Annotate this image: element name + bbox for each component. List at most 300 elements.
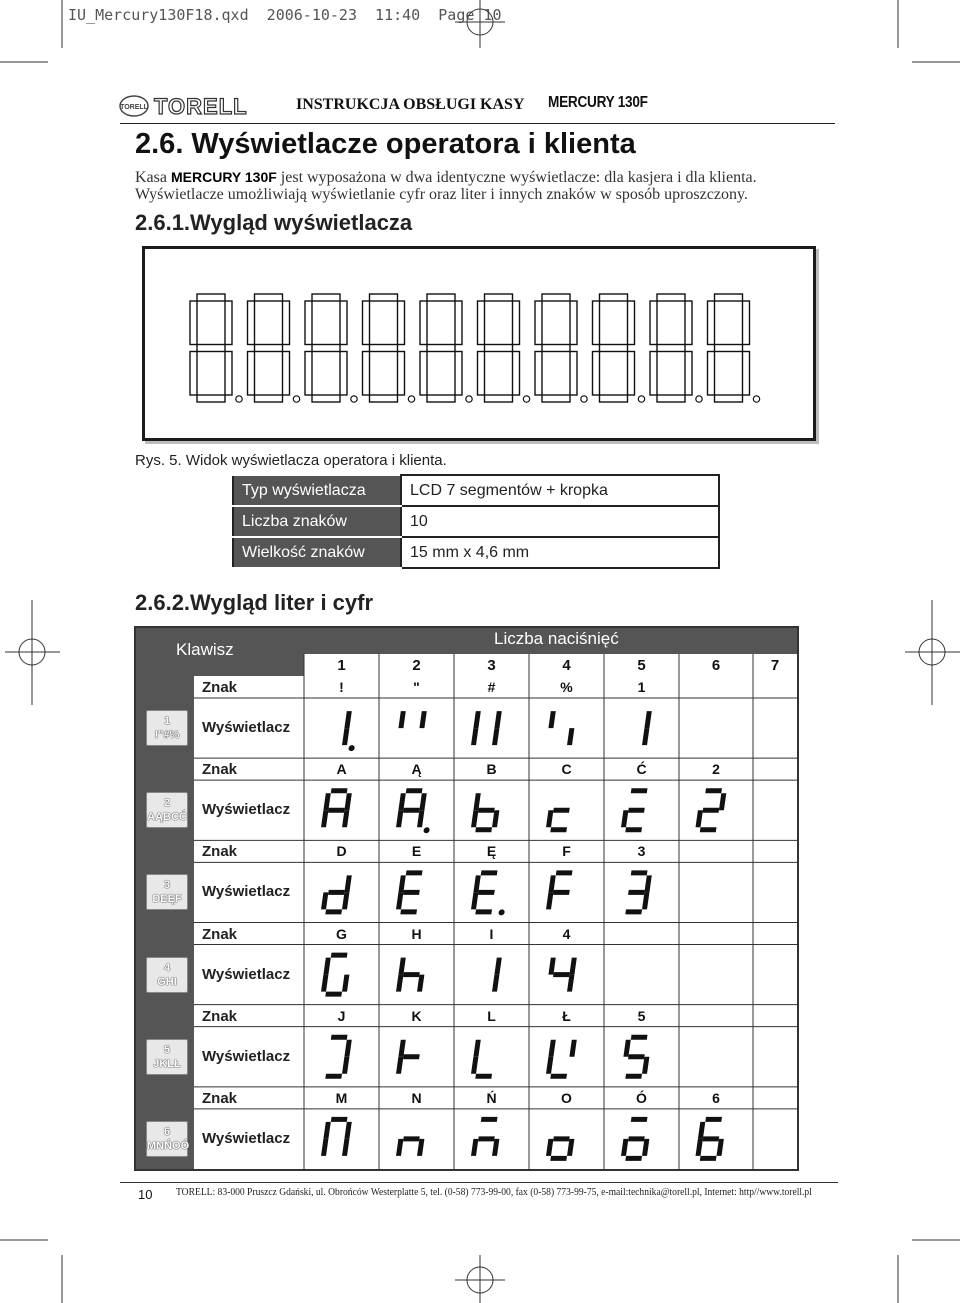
segment	[492, 975, 499, 992]
segment	[473, 793, 480, 810]
znak-cell: Ę	[486, 843, 497, 860]
segment	[323, 793, 330, 810]
key-number: 5	[163, 1043, 171, 1056]
segment-glyph	[620, 1035, 652, 1079]
key-letters: MNŃOÓ	[147, 1139, 190, 1152]
lcd-segment	[305, 301, 312, 345]
key-number: 4	[163, 961, 171, 974]
row-label-znak: Znak	[202, 1007, 238, 1025]
segment	[703, 1136, 720, 1141]
segment	[623, 1040, 630, 1057]
segment	[475, 827, 492, 832]
lcd-segment	[570, 352, 577, 396]
lcd-segment	[535, 352, 542, 396]
lcd-segment	[248, 301, 255, 345]
segment	[396, 892, 403, 909]
lcd-segment	[570, 301, 577, 345]
lcd-segment	[363, 352, 370, 396]
lcd-segment	[283, 301, 290, 345]
segment	[628, 1054, 645, 1059]
segment	[471, 810, 478, 827]
segment-glyph	[321, 1117, 352, 1156]
segment	[473, 875, 480, 892]
lcd-digit	[593, 294, 645, 402]
press-number: 3	[487, 657, 496, 674]
segment	[553, 890, 570, 895]
paragraph-1-end: jest wyposażona w dwa identyczne wyświetlacze: dla kasjera i dla klienta.	[276, 169, 757, 186]
segment	[553, 808, 570, 813]
row-label-wyswietlacz: Wyświetlacz	[202, 801, 291, 819]
key-number: 6	[163, 1125, 171, 1138]
lcd-segment	[685, 301, 692, 345]
lcd-segment	[305, 352, 312, 396]
segment	[700, 1156, 717, 1161]
lcd-segment	[398, 301, 405, 345]
znak-cell: C	[561, 761, 572, 778]
key-cap	[146, 710, 188, 746]
lcd-digit	[420, 294, 472, 402]
segment-glyph	[341, 711, 360, 751]
segment	[344, 793, 351, 810]
znak-cell: F	[562, 843, 571, 860]
segment	[546, 810, 553, 827]
segment-glyph	[620, 788, 647, 832]
lcd-segment	[657, 395, 685, 402]
segment	[628, 890, 645, 895]
presses-header: Liczba naciśnięć	[494, 629, 619, 648]
segment	[548, 1040, 555, 1057]
svg-text:TORELL: TORELL	[120, 104, 148, 111]
lcd-segment	[190, 301, 197, 345]
segment	[548, 875, 555, 892]
znak-cell: Ć	[636, 761, 647, 778]
segment	[628, 1136, 645, 1141]
segment	[478, 890, 495, 895]
lcd-segment	[197, 294, 225, 301]
row-label-wyswietlacz: Wyświetlacz	[202, 1047, 291, 1065]
segment	[644, 875, 651, 892]
row-label-znak: Znak	[202, 1089, 238, 1107]
lcd-segment	[225, 301, 232, 345]
lcd-dot	[466, 396, 472, 402]
key-letters: AĄBCĆ	[147, 811, 187, 824]
segment	[344, 1040, 351, 1057]
segment	[396, 975, 403, 992]
segment	[642, 1057, 649, 1074]
lcd-segment	[650, 301, 657, 345]
znak-cell: !	[339, 679, 344, 695]
lcd-segment	[312, 345, 340, 352]
segment	[323, 1122, 330, 1139]
segment	[419, 711, 426, 728]
key-number: 3	[163, 879, 171, 892]
segment-glyph	[395, 788, 435, 833]
segment	[396, 1057, 403, 1074]
segment	[325, 992, 342, 997]
paragraph-1	[135, 169, 757, 187]
lcd-segment	[657, 345, 685, 352]
footer-contact: TORELL: 83-000 Pruszcz Gdański, ul. Obrońców Westerplatte 5, tel. (0-58) 773-99-00, fax (0-58) 773-99-75, e-mail:technika@torell.pl, Internet: http//www.torell.pl	[176, 1186, 812, 1198]
lcd-segment	[420, 352, 427, 396]
lcd-segment	[600, 294, 628, 301]
torell-logo-graphic	[118, 94, 264, 118]
segment-glyph	[545, 808, 569, 833]
lcd-segment	[340, 352, 347, 396]
lcd-segment	[283, 352, 290, 396]
znak-cell: 1	[637, 679, 646, 695]
segment-glyph	[325, 1035, 352, 1079]
segment	[344, 711, 351, 728]
znak-cell: Ó	[636, 1089, 647, 1106]
key-cap	[146, 1039, 188, 1075]
segment-glyph	[620, 1117, 652, 1161]
lcd-segment	[455, 301, 462, 345]
lcd-dot	[351, 396, 357, 402]
segment	[331, 953, 348, 958]
header-title: INSTRUKCJA OBSŁUGI KASY	[296, 96, 525, 113]
znak-cell: 6	[712, 1089, 720, 1106]
segment	[631, 870, 648, 875]
row-label-znak: Znak	[202, 761, 238, 779]
key-letters: GHI	[157, 975, 177, 988]
paragraph-1-start: Kasa	[135, 169, 171, 186]
segment	[471, 728, 478, 745]
key-letters: JKLŁ	[153, 1057, 181, 1070]
segment-glyph	[470, 870, 510, 915]
paragraph-2: Wyświetlacze umożliwiają wyświetlanie cyfr oraz liter i innych znaków w sposób uproszczony.	[135, 186, 748, 203]
lcd-digits	[145, 249, 813, 438]
segment	[550, 1156, 567, 1161]
spec-value: 15 mm x 4,6 mm	[401, 537, 719, 568]
lcd-segment	[255, 294, 283, 301]
key-cap	[146, 874, 188, 910]
segment	[325, 1074, 342, 1079]
segment	[546, 1139, 553, 1156]
lcd-segment	[485, 345, 513, 352]
lcd-digit	[190, 294, 242, 402]
znak-cell: E	[411, 843, 422, 860]
znak-cell: %	[560, 679, 573, 695]
segment	[698, 1122, 705, 1139]
segment	[342, 1139, 349, 1156]
lcd-display-illustration	[142, 246, 816, 441]
segment-glyph	[396, 1136, 425, 1156]
segment	[396, 1139, 403, 1156]
characters-table	[134, 626, 799, 1171]
znak-cell: D	[336, 843, 347, 860]
segment	[417, 1139, 424, 1156]
segment	[344, 875, 351, 892]
lcd-segment	[600, 345, 628, 352]
segment	[717, 1139, 724, 1156]
lcd-segment	[743, 301, 750, 345]
spec-row	[233, 537, 719, 568]
segment	[342, 728, 349, 745]
lcd-digit	[535, 294, 587, 402]
press-number: 5	[637, 657, 646, 674]
lcd-dot	[696, 396, 702, 402]
lcd-digit	[650, 294, 702, 402]
segment	[705, 788, 722, 793]
paragraph-1-model: MERCURY 130F	[170, 169, 277, 185]
lcd-segment	[478, 301, 485, 345]
segment	[631, 1117, 648, 1122]
key-letters: DEĘF	[152, 893, 182, 906]
lcd-segment	[535, 301, 542, 345]
segment-glyph	[546, 870, 572, 909]
segment	[321, 810, 328, 827]
lcd-segment	[628, 352, 635, 396]
znak-cell: B	[486, 761, 497, 778]
lcd-dot	[408, 396, 414, 402]
subsection-2-title: 2.6.2.Wygląd liter i cyfr	[135, 590, 374, 615]
segment	[569, 958, 576, 975]
segment	[342, 1057, 349, 1074]
znak-cell: M	[335, 1089, 348, 1106]
segment	[406, 870, 423, 875]
subsection-1-title: 2.6.1.Wygląd wyświetlacza	[135, 210, 413, 235]
segment-glyph	[470, 1040, 496, 1079]
lcd-segment	[248, 352, 255, 396]
lcd-segment	[427, 395, 455, 402]
header-rule	[120, 123, 835, 124]
lcd-segment	[478, 352, 485, 396]
znak-cell: I	[489, 925, 494, 942]
row-label-znak: Znak	[202, 679, 238, 696]
segment	[550, 827, 567, 832]
segment	[546, 1057, 553, 1074]
spec-table	[232, 474, 720, 569]
segment-glyph	[545, 1040, 576, 1079]
lcd-segment	[715, 395, 743, 402]
znak-cell: 5	[637, 1007, 646, 1024]
segment	[417, 975, 424, 992]
znak-cell: Ł	[562, 1007, 571, 1024]
lcd-segment	[190, 352, 197, 396]
lcd-digit	[305, 294, 357, 402]
znak-cell: "	[413, 679, 420, 695]
segment	[417, 810, 424, 827]
segment	[321, 892, 328, 909]
segment	[342, 975, 349, 992]
file-header: IU_Mercury130F18.qxd 2006-10-23 11:40 Page 10	[68, 6, 502, 24]
lcd-segment	[225, 352, 232, 396]
lcd-segment	[370, 345, 398, 352]
lcd-segment	[708, 352, 715, 396]
segment	[328, 808, 345, 813]
section-title: 2.6. Wyświetlacze operatora i klienta	[135, 128, 636, 160]
segment	[548, 711, 555, 728]
segment	[700, 827, 717, 832]
lcd-dot	[638, 396, 644, 402]
row-label-wyswietlacz: Wyświetlacz	[202, 883, 291, 901]
spec-key: Typ wyświetlacza	[233, 475, 401, 506]
segment	[644, 711, 651, 728]
segment	[403, 1136, 420, 1141]
row-label-wyswietlacz: Wyświetlacz	[202, 1129, 291, 1147]
znak-cell: A	[336, 761, 347, 778]
segment	[321, 1139, 328, 1156]
znak-cell: #	[487, 679, 496, 695]
segment	[398, 1040, 405, 1057]
segment	[546, 892, 553, 909]
lcd-segment	[715, 345, 743, 352]
segment	[569, 1040, 576, 1057]
lcd-segment	[340, 301, 347, 345]
segment	[325, 909, 342, 914]
segment	[553, 972, 570, 977]
segment	[400, 909, 417, 914]
segment	[625, 1156, 642, 1161]
lcd-segment	[743, 352, 750, 396]
segment	[719, 793, 726, 810]
segment-glyph	[546, 958, 577, 992]
segment	[323, 958, 330, 975]
lcd-digit	[363, 294, 415, 402]
key-letters: !"#%	[154, 729, 180, 742]
segment-glyph	[642, 711, 652, 745]
segment	[344, 1122, 351, 1139]
segment	[475, 1074, 492, 1079]
segment	[631, 1035, 648, 1040]
page-number: 10	[138, 1187, 153, 1202]
lcd-segment	[513, 352, 520, 396]
segment-glyph	[321, 788, 352, 827]
segment	[471, 892, 478, 909]
lcd-segment	[657, 294, 685, 301]
lcd-segment	[370, 395, 398, 402]
lcd-digit	[708, 294, 760, 402]
segment	[621, 810, 628, 827]
segment	[553, 1136, 570, 1141]
segment	[331, 788, 348, 793]
segment	[478, 1136, 495, 1141]
znak-cell: 3	[637, 843, 646, 860]
segment	[321, 975, 328, 992]
segment	[473, 711, 480, 728]
segment-dot	[423, 827, 430, 833]
segment-glyph	[396, 1040, 422, 1074]
spec-value: 10	[401, 506, 719, 537]
lcd-segment	[455, 352, 462, 396]
segment	[473, 1040, 480, 1057]
segment	[403, 972, 420, 977]
lcd-digit	[248, 294, 300, 402]
key-cap	[146, 1121, 188, 1157]
segment-glyph	[396, 958, 427, 992]
segment	[342, 892, 349, 909]
segment	[494, 958, 501, 975]
figure-caption: Rys. 5. Widok wyświetlacza operatora i klienta.	[135, 452, 447, 469]
segment	[642, 892, 649, 909]
lcd-segment	[398, 352, 405, 396]
segment	[628, 808, 645, 813]
segment	[471, 1057, 478, 1074]
segment-glyph	[320, 875, 351, 914]
znak-cell: O	[561, 1089, 572, 1106]
segment	[642, 1139, 649, 1156]
znak-cell: Ą	[411, 761, 422, 778]
lcd-segment	[255, 395, 283, 402]
lcd-segment	[600, 395, 628, 402]
key-number: 1	[163, 715, 171, 728]
segment	[556, 870, 573, 875]
znak-cell: 2	[712, 761, 720, 778]
lcd-segment	[628, 301, 635, 345]
segment	[471, 1139, 478, 1156]
row-label-wyswietlacz: Wyświetlacz	[202, 965, 291, 983]
lcd-segment	[685, 352, 692, 396]
znak-cell: L	[487, 1007, 496, 1024]
segment	[342, 810, 349, 827]
segment	[550, 1074, 567, 1079]
key-cap	[146, 792, 188, 828]
segment	[398, 711, 405, 728]
znak-cell: Ń	[486, 1089, 497, 1106]
lcd-segment	[715, 294, 743, 301]
press-number: 2	[412, 657, 421, 674]
press-number: 4	[562, 657, 571, 674]
lcd-segment	[485, 395, 513, 402]
segment	[621, 1139, 628, 1156]
lcd-dot	[581, 396, 587, 402]
lcd-segment	[593, 301, 600, 345]
spec-value: LCD 7 segmentów + kropka	[401, 475, 719, 506]
segment-glyph	[471, 711, 502, 745]
lcd-segment	[513, 301, 520, 345]
znak-cell: 4	[562, 925, 571, 942]
lcd-segment	[255, 345, 283, 352]
segment	[567, 975, 574, 992]
znak-cell: H	[411, 925, 422, 942]
segment-glyph	[695, 788, 727, 832]
segment	[419, 793, 426, 810]
lcd-dot	[236, 396, 242, 402]
segment	[567, 1139, 574, 1156]
segment	[478, 808, 495, 813]
segment	[403, 1054, 420, 1059]
segment-glyph	[320, 953, 352, 997]
segment	[703, 808, 720, 813]
segment	[642, 728, 649, 745]
lcd-dot	[293, 396, 299, 402]
segment	[331, 1117, 348, 1122]
segment	[548, 958, 555, 975]
spec-key: Liczba znaków	[233, 506, 401, 537]
segment-glyph	[625, 870, 652, 914]
lcd-segment	[312, 395, 340, 402]
press-number: 7	[770, 657, 780, 674]
segment	[396, 810, 403, 827]
key-cap	[146, 957, 188, 993]
lcd-segment	[485, 294, 513, 301]
segment	[492, 1139, 499, 1156]
lcd-segment	[708, 301, 715, 345]
row-label-wyswietlacz: Wyświetlacz	[202, 719, 291, 737]
segment	[403, 890, 420, 895]
segment	[625, 827, 642, 832]
press-number: 6	[711, 657, 721, 674]
segment	[475, 909, 492, 914]
segment-glyph	[546, 711, 577, 745]
lcd-segment	[370, 294, 398, 301]
segment	[705, 1117, 722, 1122]
footer-rule	[120, 1182, 838, 1183]
lcd-segment	[427, 345, 455, 352]
segment	[696, 810, 703, 827]
segment	[696, 1139, 703, 1156]
lcd-segment	[427, 294, 455, 301]
